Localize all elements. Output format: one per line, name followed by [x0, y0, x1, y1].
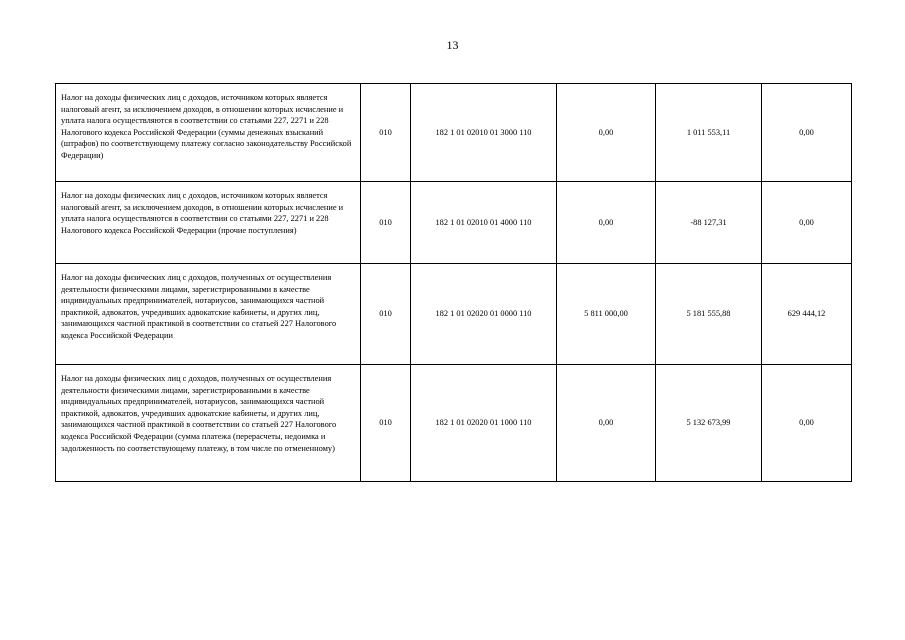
- page-number: 13: [446, 38, 459, 52]
- executed-amount: 1 011 553,11: [656, 84, 762, 182]
- executed-amount: -88 127,31: [656, 182, 762, 264]
- table-row: [56, 264, 852, 365]
- approved-amount: 0,00: [557, 365, 656, 482]
- executed-amount: 5 181 555,88: [656, 264, 762, 365]
- table-row: [56, 182, 852, 264]
- unexecuted-amount: 0,00: [762, 365, 852, 482]
- line-code: 010: [361, 365, 411, 482]
- executed-amount: 5 132 673,99: [656, 365, 762, 482]
- income-description: Налог на доходы физических лиц с доходов, источником которых является налоговый агент, за исключением доходов, в отношении которых исчисление и уплата налога осуществляются в соответствии со статьями 227, 2271 и 228 Налогового кодекса Российской Федерации (прочие поступления): [56, 182, 361, 264]
- income-description: Налог на доходы физических лиц с доходов, полученных от осуществления деятельности физическими лицами, зарегистрированными в качестве индивидуальных предпринимателей, нотариусов, занимающихся частной практикой, адвокатов, учредивших адвокатские кабинеты, и других лиц, занимающихся частной практикой в соответствии со статьей 227 Налогового кодекса Российской Федерации (сумма платежа (перерасчеты, недоимка и задолженность по соответствующему платежу, в том числе по отмененному): [56, 365, 361, 482]
- unexecuted-amount: 0,00: [762, 182, 852, 264]
- table-row: [56, 84, 852, 182]
- kbk-code: 182 1 01 02010 01 4000 110: [411, 182, 557, 264]
- approved-amount: 0,00: [557, 182, 656, 264]
- unexecuted-amount: 0,00: [762, 84, 852, 182]
- kbk-code: 182 1 01 02020 01 0000 110: [411, 264, 557, 365]
- approved-amount: 5 811 000,00: [557, 264, 656, 365]
- line-code: 010: [361, 264, 411, 365]
- income-table: [55, 83, 852, 482]
- line-code: 010: [361, 182, 411, 264]
- kbk-code: 182 1 01 02010 01 3000 110: [411, 84, 557, 182]
- approved-amount: 0,00: [557, 84, 656, 182]
- income-description: Налог на доходы физических лиц с доходов, полученных от осуществления деятельности физическими лицами, зарегистрированными в качестве индивидуальных предпринимателей, нотариусов, занимающихся частной практикой, адвокатов, учредивших адвокатские кабинеты, и других лиц, занимающихся частной практикой в соответствии со статьей 227 Налогового кодекса Российской Федерации: [56, 264, 361, 365]
- kbk-code: 182 1 01 02020 01 1000 110: [411, 365, 557, 482]
- table-row: [56, 365, 852, 482]
- line-code: 010: [361, 84, 411, 182]
- unexecuted-amount: 629 444,12: [762, 264, 852, 365]
- income-description: Налог на доходы физических лиц с доходов, источником которых является налоговый агент, за исключением доходов, в отношении которых исчисление и уплата налога осуществляются в соответствии со статьями 227, 2271 и 228 Налогового кодекса Российской Федерации (суммы денежных взысканий (штрафов) по соответствующему платежу согласно законодательству Российской Федерации): [56, 84, 361, 182]
